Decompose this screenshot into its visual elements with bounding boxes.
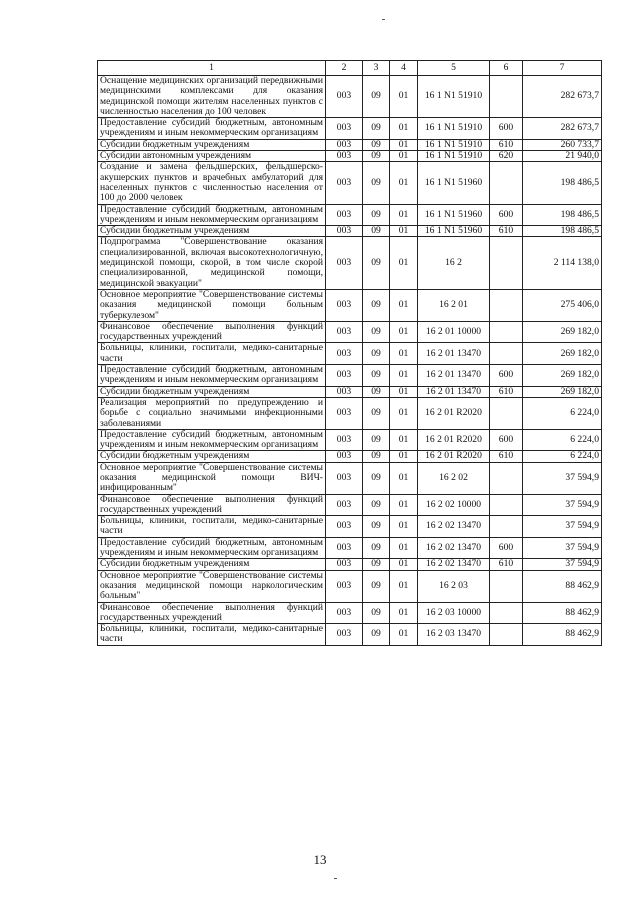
code-cell: 003 bbox=[326, 151, 363, 162]
column-header: 7 bbox=[523, 61, 602, 76]
row-name-cell: Финансовое обеспечение выполнения функций государственных учреждений bbox=[98, 321, 326, 343]
table-body bbox=[98, 76, 602, 646]
target-code-cell: 16 2 03 bbox=[418, 570, 490, 602]
code-cell: 003 bbox=[326, 289, 363, 321]
subsection-cell: 01 bbox=[390, 365, 418, 387]
row-name-cell: Больницы, клиники, госпитали, медико-санитарные части bbox=[98, 343, 326, 365]
target-code-cell: 16 1 N1 51910 bbox=[418, 139, 490, 150]
target-code-cell: 16 2 02 13470 bbox=[418, 537, 490, 559]
section-cell: 09 bbox=[363, 429, 390, 451]
table-row bbox=[98, 386, 602, 397]
expense-type-cell: 600 bbox=[490, 429, 523, 451]
column-header: 3 bbox=[363, 61, 390, 76]
code-cell: 003 bbox=[326, 494, 363, 516]
row-name-cell: Субсидии бюджетным учреждениям bbox=[98, 226, 326, 237]
target-code-cell: 16 2 01 R2020 bbox=[418, 429, 490, 451]
budget-table bbox=[97, 60, 602, 646]
row-name-cell: Больницы, клиники, госпитали, медико-санитарные части bbox=[98, 516, 326, 538]
section-cell: 09 bbox=[363, 624, 390, 646]
expense-type-cell bbox=[490, 462, 523, 494]
subsection-cell: 01 bbox=[390, 624, 418, 646]
target-code-cell: 16 2 01 R2020 bbox=[418, 451, 490, 462]
table-row bbox=[98, 537, 602, 559]
subsection-cell: 01 bbox=[390, 462, 418, 494]
expense-type-cell bbox=[490, 397, 523, 429]
table-row bbox=[98, 321, 602, 343]
row-name-cell: Предоставление субсидий бюджетным, автономным учреждениям и иным некоммерческим организациям bbox=[98, 429, 326, 451]
expense-type-cell: 600 bbox=[490, 118, 523, 140]
amount-cell: 37 594,9 bbox=[523, 494, 602, 516]
amount-cell: 2 114 138,0 bbox=[523, 237, 602, 289]
amount-cell: 198 486,5 bbox=[523, 162, 602, 204]
target-code-cell: 16 2 01 bbox=[418, 289, 490, 321]
table-header-row bbox=[98, 61, 602, 76]
code-cell: 003 bbox=[326, 570, 363, 602]
code-cell: 003 bbox=[326, 462, 363, 494]
amount-cell: 37 594,9 bbox=[523, 516, 602, 538]
target-code-cell: 16 2 03 10000 bbox=[418, 602, 490, 624]
expense-type-cell: 600 bbox=[490, 365, 523, 387]
section-cell: 09 bbox=[363, 118, 390, 140]
subsection-cell: 01 bbox=[390, 118, 418, 140]
section-cell: 09 bbox=[363, 559, 390, 570]
section-cell: 09 bbox=[363, 386, 390, 397]
table-row bbox=[98, 494, 602, 516]
expense-type-cell: 610 bbox=[490, 559, 523, 570]
column-header: 6 bbox=[490, 61, 523, 76]
expense-type-cell: 610 bbox=[490, 386, 523, 397]
section-cell: 09 bbox=[363, 226, 390, 237]
code-cell: 003 bbox=[326, 624, 363, 646]
target-code-cell: 16 2 bbox=[418, 237, 490, 289]
subsection-cell: 01 bbox=[390, 289, 418, 321]
row-name-cell: Субсидии автономным учреждениям bbox=[98, 151, 326, 162]
table-row bbox=[98, 151, 602, 162]
code-cell: 003 bbox=[326, 139, 363, 150]
section-cell: 09 bbox=[363, 237, 390, 289]
code-cell: 003 bbox=[326, 429, 363, 451]
expense-type-cell bbox=[490, 321, 523, 343]
table-row bbox=[98, 570, 602, 602]
expense-type-cell: 610 bbox=[490, 226, 523, 237]
subsection-cell: 01 bbox=[390, 570, 418, 602]
subsection-cell: 01 bbox=[390, 343, 418, 365]
section-cell: 09 bbox=[363, 397, 390, 429]
amount-cell: 37 594,9 bbox=[523, 537, 602, 559]
column-header: 2 bbox=[326, 61, 363, 76]
section-cell: 09 bbox=[363, 516, 390, 538]
section-cell: 09 bbox=[363, 365, 390, 387]
section-cell: 09 bbox=[363, 151, 390, 162]
target-code-cell: 16 2 02 bbox=[418, 462, 490, 494]
section-cell: 09 bbox=[363, 289, 390, 321]
row-name-cell: Финансовое обеспечение выполнения функций государственных учреждений bbox=[98, 494, 326, 516]
code-cell: 003 bbox=[326, 226, 363, 237]
table-row bbox=[98, 139, 602, 150]
amount-cell: 260 733,7 bbox=[523, 139, 602, 150]
expense-type-cell: 610 bbox=[490, 451, 523, 462]
amount-cell: 37 594,9 bbox=[523, 559, 602, 570]
amount-cell: 275 406,0 bbox=[523, 289, 602, 321]
expense-type-cell bbox=[490, 494, 523, 516]
amount-cell: 88 462,9 bbox=[523, 602, 602, 624]
code-cell: 003 bbox=[326, 516, 363, 538]
row-name-cell: Предоставление субсидий бюджетным, автономным учреждениям и иным некоммерческим организациям bbox=[98, 204, 326, 226]
subsection-cell: 01 bbox=[390, 451, 418, 462]
row-name-cell: Основное мероприятие "Совершенствование системы оказания медицинской помощи больным туберкулезом" bbox=[98, 289, 326, 321]
subsection-cell: 01 bbox=[390, 226, 418, 237]
column-header: 5 bbox=[418, 61, 490, 76]
expense-type-cell: 610 bbox=[490, 139, 523, 150]
target-code-cell: 16 1 N1 51960 bbox=[418, 226, 490, 237]
subsection-cell: 01 bbox=[390, 162, 418, 204]
row-name-cell: Больницы, клиники, госпитали, медико-санитарные части bbox=[98, 624, 326, 646]
code-cell: 003 bbox=[326, 162, 363, 204]
code-cell: 003 bbox=[326, 386, 363, 397]
row-name-cell: Основное мероприятие "Совершенствование системы оказания медицинской помощи ВИЧ-инфицированным" bbox=[98, 462, 326, 494]
target-code-cell: 16 1 N1 51910 bbox=[418, 151, 490, 162]
target-code-cell: 16 2 01 R2020 bbox=[418, 397, 490, 429]
code-cell: 003 bbox=[326, 118, 363, 140]
expense-type-cell bbox=[490, 602, 523, 624]
amount-cell: 6 224,0 bbox=[523, 451, 602, 462]
table-row bbox=[98, 462, 602, 494]
section-cell: 09 bbox=[363, 451, 390, 462]
expense-type-cell bbox=[490, 162, 523, 204]
row-name-cell: Предоставление субсидий бюджетным, автономным учреждениям и иным некоммерческим организациям bbox=[98, 537, 326, 559]
scan-speck bbox=[334, 878, 337, 879]
table-row bbox=[98, 226, 602, 237]
code-cell: 003 bbox=[326, 559, 363, 570]
section-cell: 09 bbox=[363, 343, 390, 365]
subsection-cell: 01 bbox=[390, 516, 418, 538]
row-name-cell: Субсидии бюджетным учреждениям bbox=[98, 559, 326, 570]
subsection-cell: 01 bbox=[390, 386, 418, 397]
amount-cell: 269 182,0 bbox=[523, 321, 602, 343]
amount-cell: 6 224,0 bbox=[523, 397, 602, 429]
table-row bbox=[98, 516, 602, 538]
page-number: 13 bbox=[313, 852, 327, 867]
expense-type-cell bbox=[490, 76, 523, 118]
code-cell: 003 bbox=[326, 397, 363, 429]
section-cell: 09 bbox=[363, 162, 390, 204]
section-cell: 09 bbox=[363, 139, 390, 150]
target-code-cell: 16 2 02 13470 bbox=[418, 516, 490, 538]
expense-type-cell: 600 bbox=[490, 537, 523, 559]
code-cell: 003 bbox=[326, 537, 363, 559]
subsection-cell: 01 bbox=[390, 237, 418, 289]
row-name-cell: Субсидии бюджетным учреждениям bbox=[98, 451, 326, 462]
amount-cell: 198 486,5 bbox=[523, 204, 602, 226]
expense-type-cell bbox=[490, 570, 523, 602]
section-cell: 09 bbox=[363, 602, 390, 624]
column-header: 1 bbox=[98, 61, 326, 76]
expense-type-cell: 600 bbox=[490, 204, 523, 226]
subsection-cell: 01 bbox=[390, 139, 418, 150]
row-name-cell: Создание и замена фельдшерских, фельдшерско-акушерских пунктов и врачебных амбулаторий для населенных пунктов с численностью населения от 100 до 2000 человек bbox=[98, 162, 326, 204]
row-name-cell: Предоставление субсидий бюджетным, автономным учреждениям и иным некоммерческим организациям bbox=[98, 365, 326, 387]
target-code-cell: 16 1 N1 51960 bbox=[418, 204, 490, 226]
amount-cell: 282 673,7 bbox=[523, 76, 602, 118]
table-row bbox=[98, 451, 602, 462]
row-name-cell: Оснащение медицинских организаций передвижными медицинскими комплексами для оказания медицинской помощи жителям населенных пунктов с численностью населения до 100 человек bbox=[98, 76, 326, 118]
code-cell: 003 bbox=[326, 451, 363, 462]
table-row bbox=[98, 559, 602, 570]
subsection-cell: 01 bbox=[390, 494, 418, 516]
expense-type-cell bbox=[490, 237, 523, 289]
target-code-cell: 16 2 01 13470 bbox=[418, 386, 490, 397]
subsection-cell: 01 bbox=[390, 321, 418, 343]
section-cell: 09 bbox=[363, 570, 390, 602]
section-cell: 09 bbox=[363, 321, 390, 343]
amount-cell: 37 594,9 bbox=[523, 462, 602, 494]
code-cell: 003 bbox=[326, 365, 363, 387]
target-code-cell: 16 2 01 13470 bbox=[418, 365, 490, 387]
subsection-cell: 01 bbox=[390, 76, 418, 118]
table-row bbox=[98, 289, 602, 321]
row-name-cell: Предоставление субсидий бюджетным, автономным учреждениям и иным некоммерческим организациям bbox=[98, 118, 326, 140]
table-row bbox=[98, 237, 602, 289]
column-header: 4 bbox=[390, 61, 418, 76]
subsection-cell: 01 bbox=[390, 397, 418, 429]
table-row bbox=[98, 602, 602, 624]
row-name-cell: Подпрограмма "Совершенствование оказания специализированной, включая высокотехнологичную, медицинской помощи, скорой, в том числе скорой специализированной, медицинской помощи, медицинской эвакуации" bbox=[98, 237, 326, 289]
expense-type-cell: 620 bbox=[490, 151, 523, 162]
target-code-cell: 16 2 01 10000 bbox=[418, 321, 490, 343]
amount-cell: 21 940,0 bbox=[523, 151, 602, 162]
amount-cell: 6 224,0 bbox=[523, 429, 602, 451]
target-code-cell: 16 2 02 10000 bbox=[418, 494, 490, 516]
code-cell: 003 bbox=[326, 321, 363, 343]
table-row bbox=[98, 343, 602, 365]
amount-cell: 269 182,0 bbox=[523, 343, 602, 365]
code-cell: 003 bbox=[326, 237, 363, 289]
target-code-cell: 16 2 02 13470 bbox=[418, 559, 490, 570]
subsection-cell: 01 bbox=[390, 559, 418, 570]
subsection-cell: 01 bbox=[390, 204, 418, 226]
subsection-cell: 01 bbox=[390, 602, 418, 624]
amount-cell: 88 462,9 bbox=[523, 570, 602, 602]
row-name-cell: Реализация мероприятий по предупреждению и борьбе с социально значимыми инфекционными заболеваниями bbox=[98, 397, 326, 429]
code-cell: 003 bbox=[326, 602, 363, 624]
row-name-cell: Финансовое обеспечение выполнения функций государственных учреждений bbox=[98, 602, 326, 624]
subsection-cell: 01 bbox=[390, 537, 418, 559]
section-cell: 09 bbox=[363, 462, 390, 494]
row-name-cell: Субсидии бюджетным учреждениям bbox=[98, 386, 326, 397]
section-cell: 09 bbox=[363, 494, 390, 516]
row-name-cell: Основное мероприятие "Совершенствование системы оказания медицинской помощи наркологическим больным" bbox=[98, 570, 326, 602]
amount-cell: 88 462,9 bbox=[523, 624, 602, 646]
expense-type-cell bbox=[490, 289, 523, 321]
subsection-cell: 01 bbox=[390, 151, 418, 162]
target-code-cell: 16 2 03 13470 bbox=[418, 624, 490, 646]
code-cell: 003 bbox=[326, 343, 363, 365]
expense-type-cell bbox=[490, 624, 523, 646]
table-row bbox=[98, 429, 602, 451]
table-row bbox=[98, 204, 602, 226]
row-name-cell: Субсидии бюджетным учреждениям bbox=[98, 139, 326, 150]
table-row bbox=[98, 76, 602, 118]
table-row bbox=[98, 162, 602, 204]
section-cell: 09 bbox=[363, 204, 390, 226]
subsection-cell: 01 bbox=[390, 429, 418, 451]
table-row bbox=[98, 365, 602, 387]
target-code-cell: 16 1 N1 51910 bbox=[418, 76, 490, 118]
section-cell: 09 bbox=[363, 76, 390, 118]
target-code-cell: 16 2 01 13470 bbox=[418, 343, 490, 365]
table-row bbox=[98, 118, 602, 140]
amount-cell: 198 486,5 bbox=[523, 226, 602, 237]
code-cell: 003 bbox=[326, 76, 363, 118]
amount-cell: 269 182,0 bbox=[523, 386, 602, 397]
expense-type-cell bbox=[490, 343, 523, 365]
amount-cell: 269 182,0 bbox=[523, 365, 602, 387]
target-code-cell: 16 1 N1 51910 bbox=[418, 118, 490, 140]
code-cell: 003 bbox=[326, 204, 363, 226]
amount-cell: 282 673,7 bbox=[523, 118, 602, 140]
table-row bbox=[98, 624, 602, 646]
section-cell: 09 bbox=[363, 537, 390, 559]
target-code-cell: 16 1 N1 51960 bbox=[418, 162, 490, 204]
table-row bbox=[98, 397, 602, 429]
expense-type-cell bbox=[490, 516, 523, 538]
scan-speck bbox=[382, 19, 385, 20]
